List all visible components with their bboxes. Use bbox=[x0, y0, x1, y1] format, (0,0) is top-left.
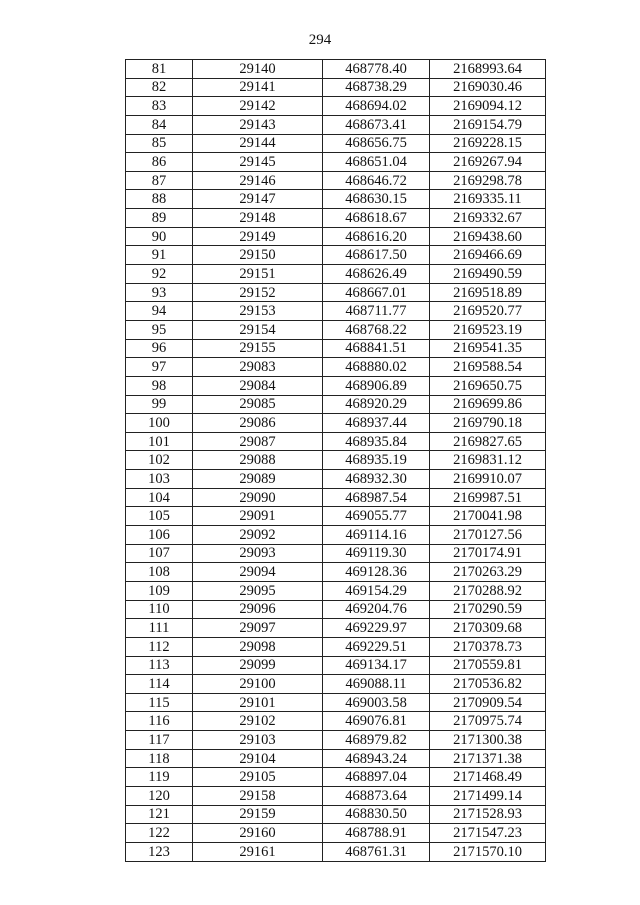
point-id-cell: 29084 bbox=[193, 376, 323, 395]
y-coordinate-cell: 2169466.69 bbox=[430, 246, 546, 265]
point-id-cell: 29096 bbox=[193, 600, 323, 619]
table-row bbox=[126, 470, 546, 489]
y-coordinate-cell: 2169438.60 bbox=[430, 227, 546, 246]
point-id-cell: 29083 bbox=[193, 358, 323, 377]
x-coordinate-cell: 468618.67 bbox=[323, 209, 430, 228]
table-row bbox=[126, 339, 546, 358]
point-id-cell: 29085 bbox=[193, 395, 323, 414]
x-coordinate-cell: 468646.72 bbox=[323, 171, 430, 190]
point-id-cell: 29092 bbox=[193, 526, 323, 545]
row-index-cell: 88 bbox=[126, 190, 193, 209]
y-coordinate-cell: 2170263.29 bbox=[430, 563, 546, 582]
y-coordinate-cell: 2169520.77 bbox=[430, 302, 546, 321]
x-coordinate-cell: 468841.51 bbox=[323, 339, 430, 358]
table-row bbox=[126, 376, 546, 395]
table-row bbox=[126, 731, 546, 750]
y-coordinate-cell: 2169987.51 bbox=[430, 488, 546, 507]
y-coordinate-cell: 2170041.98 bbox=[430, 507, 546, 526]
point-id-cell: 29152 bbox=[193, 283, 323, 302]
x-coordinate-cell: 468987.54 bbox=[323, 488, 430, 507]
x-coordinate-cell: 469119.30 bbox=[323, 544, 430, 563]
y-coordinate-cell: 2170909.54 bbox=[430, 693, 546, 712]
table-row bbox=[126, 749, 546, 768]
y-coordinate-cell: 2169541.35 bbox=[430, 339, 546, 358]
point-id-cell: 29142 bbox=[193, 97, 323, 116]
point-id-cell: 29102 bbox=[193, 712, 323, 731]
y-coordinate-cell: 2169790.18 bbox=[430, 414, 546, 433]
table-row bbox=[126, 60, 546, 79]
row-index-cell: 121 bbox=[126, 805, 193, 824]
row-index-cell: 106 bbox=[126, 526, 193, 545]
point-id-cell: 29103 bbox=[193, 731, 323, 750]
row-index-cell: 90 bbox=[126, 227, 193, 246]
point-id-cell: 29101 bbox=[193, 693, 323, 712]
table-row bbox=[126, 153, 546, 172]
y-coordinate-cell: 2170309.68 bbox=[430, 619, 546, 638]
point-id-cell: 29100 bbox=[193, 675, 323, 694]
row-index-cell: 123 bbox=[126, 842, 193, 861]
x-coordinate-cell: 468920.29 bbox=[323, 395, 430, 414]
table-row bbox=[126, 842, 546, 861]
point-id-cell: 29094 bbox=[193, 563, 323, 582]
y-coordinate-cell: 2171468.49 bbox=[430, 768, 546, 787]
x-coordinate-cell: 468694.02 bbox=[323, 97, 430, 116]
point-id-cell: 29154 bbox=[193, 320, 323, 339]
point-id-cell: 29093 bbox=[193, 544, 323, 563]
table-row bbox=[126, 544, 546, 563]
row-index-cell: 120 bbox=[126, 786, 193, 805]
row-index-cell: 107 bbox=[126, 544, 193, 563]
point-id-cell: 29149 bbox=[193, 227, 323, 246]
x-coordinate-cell: 468935.84 bbox=[323, 432, 430, 451]
x-coordinate-cell: 468788.91 bbox=[323, 824, 430, 843]
row-index-cell: 81 bbox=[126, 60, 193, 79]
row-index-cell: 97 bbox=[126, 358, 193, 377]
point-id-cell: 29146 bbox=[193, 171, 323, 190]
x-coordinate-cell: 468738.29 bbox=[323, 78, 430, 97]
x-coordinate-cell: 468768.22 bbox=[323, 320, 430, 339]
row-index-cell: 109 bbox=[126, 581, 193, 600]
table-row bbox=[126, 786, 546, 805]
y-coordinate-cell: 2169154.79 bbox=[430, 115, 546, 134]
row-index-cell: 111 bbox=[126, 619, 193, 638]
row-index-cell: 92 bbox=[126, 265, 193, 284]
point-id-cell: 29144 bbox=[193, 134, 323, 153]
y-coordinate-cell: 2169588.54 bbox=[430, 358, 546, 377]
table-row bbox=[126, 283, 546, 302]
y-coordinate-cell: 2169267.94 bbox=[430, 153, 546, 172]
row-index-cell: 102 bbox=[126, 451, 193, 470]
y-coordinate-cell: 2170378.73 bbox=[430, 637, 546, 656]
table-row bbox=[126, 227, 546, 246]
point-id-cell: 29160 bbox=[193, 824, 323, 843]
x-coordinate-cell: 468979.82 bbox=[323, 731, 430, 750]
x-coordinate-cell: 468932.30 bbox=[323, 470, 430, 489]
y-coordinate-cell: 2171371.38 bbox=[430, 749, 546, 768]
point-id-cell: 29098 bbox=[193, 637, 323, 656]
point-id-cell: 29159 bbox=[193, 805, 323, 824]
point-id-cell: 29150 bbox=[193, 246, 323, 265]
x-coordinate-cell: 469055.77 bbox=[323, 507, 430, 526]
x-coordinate-cell: 468897.04 bbox=[323, 768, 430, 787]
table-row bbox=[126, 320, 546, 339]
point-id-cell: 29089 bbox=[193, 470, 323, 489]
y-coordinate-cell: 2171570.10 bbox=[430, 842, 546, 861]
table-row bbox=[126, 451, 546, 470]
x-coordinate-cell: 468937.44 bbox=[323, 414, 430, 433]
x-coordinate-cell: 468617.50 bbox=[323, 246, 430, 265]
x-coordinate-cell: 468656.75 bbox=[323, 134, 430, 153]
row-index-cell: 96 bbox=[126, 339, 193, 358]
coordinates-table bbox=[125, 59, 546, 862]
table-row bbox=[126, 675, 546, 694]
y-coordinate-cell: 2170559.81 bbox=[430, 656, 546, 675]
x-coordinate-cell: 469134.17 bbox=[323, 656, 430, 675]
y-coordinate-cell: 2171547.23 bbox=[430, 824, 546, 843]
y-coordinate-cell: 2171300.38 bbox=[430, 731, 546, 750]
x-coordinate-cell: 469154.29 bbox=[323, 581, 430, 600]
row-index-cell: 117 bbox=[126, 731, 193, 750]
y-coordinate-cell: 2170975.74 bbox=[430, 712, 546, 731]
table-row bbox=[126, 581, 546, 600]
x-coordinate-cell: 469229.97 bbox=[323, 619, 430, 638]
x-coordinate-cell: 468761.31 bbox=[323, 842, 430, 861]
y-coordinate-cell: 2169831.12 bbox=[430, 451, 546, 470]
row-index-cell: 105 bbox=[126, 507, 193, 526]
x-coordinate-cell: 469229.51 bbox=[323, 637, 430, 656]
y-coordinate-cell: 2169650.75 bbox=[430, 376, 546, 395]
x-coordinate-cell: 469003.58 bbox=[323, 693, 430, 712]
point-id-cell: 29155 bbox=[193, 339, 323, 358]
table-row bbox=[126, 209, 546, 228]
table-row bbox=[126, 246, 546, 265]
row-index-cell: 89 bbox=[126, 209, 193, 228]
point-id-cell: 29151 bbox=[193, 265, 323, 284]
table-row bbox=[126, 768, 546, 787]
point-id-cell: 29086 bbox=[193, 414, 323, 433]
point-id-cell: 29105 bbox=[193, 768, 323, 787]
point-id-cell: 29091 bbox=[193, 507, 323, 526]
row-index-cell: 103 bbox=[126, 470, 193, 489]
row-index-cell: 98 bbox=[126, 376, 193, 395]
x-coordinate-cell: 468626.49 bbox=[323, 265, 430, 284]
x-coordinate-cell: 469088.11 bbox=[323, 675, 430, 694]
row-index-cell: 83 bbox=[126, 97, 193, 116]
table-row bbox=[126, 190, 546, 209]
table-row bbox=[126, 600, 546, 619]
x-coordinate-cell: 469114.16 bbox=[323, 526, 430, 545]
y-coordinate-cell: 2169827.65 bbox=[430, 432, 546, 451]
y-coordinate-cell: 2171499.14 bbox=[430, 786, 546, 805]
table-row bbox=[126, 115, 546, 134]
table-row bbox=[126, 656, 546, 675]
x-coordinate-cell: 469128.36 bbox=[323, 563, 430, 582]
table-row bbox=[126, 358, 546, 377]
x-coordinate-cell: 468667.01 bbox=[323, 283, 430, 302]
point-id-cell: 29141 bbox=[193, 78, 323, 97]
y-coordinate-cell: 2169490.59 bbox=[430, 265, 546, 284]
table-row bbox=[126, 414, 546, 433]
x-coordinate-cell: 468873.64 bbox=[323, 786, 430, 805]
row-index-cell: 112 bbox=[126, 637, 193, 656]
y-coordinate-cell: 2169332.67 bbox=[430, 209, 546, 228]
x-coordinate-cell: 469204.76 bbox=[323, 600, 430, 619]
x-coordinate-cell: 468778.40 bbox=[323, 60, 430, 79]
y-coordinate-cell: 2170174.91 bbox=[430, 544, 546, 563]
x-coordinate-cell: 468830.50 bbox=[323, 805, 430, 824]
row-index-cell: 99 bbox=[126, 395, 193, 414]
table-row bbox=[126, 97, 546, 116]
table-row bbox=[126, 302, 546, 321]
row-index-cell: 108 bbox=[126, 563, 193, 582]
point-id-cell: 29140 bbox=[193, 60, 323, 79]
row-index-cell: 82 bbox=[126, 78, 193, 97]
table-row bbox=[126, 171, 546, 190]
row-index-cell: 84 bbox=[126, 115, 193, 134]
point-id-cell: 29147 bbox=[193, 190, 323, 209]
row-index-cell: 101 bbox=[126, 432, 193, 451]
table-row bbox=[126, 637, 546, 656]
y-coordinate-cell: 2169094.12 bbox=[430, 97, 546, 116]
table-row bbox=[126, 563, 546, 582]
row-index-cell: 110 bbox=[126, 600, 193, 619]
y-coordinate-cell: 2170536.82 bbox=[430, 675, 546, 694]
y-coordinate-cell: 2170290.59 bbox=[430, 600, 546, 619]
row-index-cell: 94 bbox=[126, 302, 193, 321]
point-id-cell: 29161 bbox=[193, 842, 323, 861]
row-index-cell: 100 bbox=[126, 414, 193, 433]
row-index-cell: 85 bbox=[126, 134, 193, 153]
table-row bbox=[126, 693, 546, 712]
row-index-cell: 115 bbox=[126, 693, 193, 712]
y-coordinate-cell: 2168993.64 bbox=[430, 60, 546, 79]
point-id-cell: 29097 bbox=[193, 619, 323, 638]
point-id-cell: 29148 bbox=[193, 209, 323, 228]
row-index-cell: 114 bbox=[126, 675, 193, 694]
coordinates-table-body bbox=[126, 60, 546, 862]
point-id-cell: 29087 bbox=[193, 432, 323, 451]
table-row bbox=[126, 805, 546, 824]
table-row bbox=[126, 134, 546, 153]
x-coordinate-cell: 469076.81 bbox=[323, 712, 430, 731]
row-index-cell: 104 bbox=[126, 488, 193, 507]
x-coordinate-cell: 468616.20 bbox=[323, 227, 430, 246]
y-coordinate-cell: 2169228.15 bbox=[430, 134, 546, 153]
point-id-cell: 29088 bbox=[193, 451, 323, 470]
row-index-cell: 116 bbox=[126, 712, 193, 731]
table-row bbox=[126, 78, 546, 97]
y-coordinate-cell: 2169699.86 bbox=[430, 395, 546, 414]
point-id-cell: 29145 bbox=[193, 153, 323, 172]
y-coordinate-cell: 2169910.07 bbox=[430, 470, 546, 489]
row-index-cell: 86 bbox=[126, 153, 193, 172]
point-id-cell: 29104 bbox=[193, 749, 323, 768]
point-id-cell: 29095 bbox=[193, 581, 323, 600]
y-coordinate-cell: 2169335.11 bbox=[430, 190, 546, 209]
row-index-cell: 87 bbox=[126, 171, 193, 190]
y-coordinate-cell: 2170288.92 bbox=[430, 581, 546, 600]
row-index-cell: 118 bbox=[126, 749, 193, 768]
y-coordinate-cell: 2169030.46 bbox=[430, 78, 546, 97]
table-row bbox=[126, 712, 546, 731]
point-id-cell: 29099 bbox=[193, 656, 323, 675]
row-index-cell: 122 bbox=[126, 824, 193, 843]
x-coordinate-cell: 468880.02 bbox=[323, 358, 430, 377]
x-coordinate-cell: 468711.77 bbox=[323, 302, 430, 321]
table-row bbox=[126, 395, 546, 414]
point-id-cell: 29143 bbox=[193, 115, 323, 134]
y-coordinate-cell: 2169518.89 bbox=[430, 283, 546, 302]
point-id-cell: 29153 bbox=[193, 302, 323, 321]
x-coordinate-cell: 468651.04 bbox=[323, 153, 430, 172]
point-id-cell: 29090 bbox=[193, 488, 323, 507]
row-index-cell: 113 bbox=[126, 656, 193, 675]
y-coordinate-cell: 2170127.56 bbox=[430, 526, 546, 545]
y-coordinate-cell: 2169298.78 bbox=[430, 171, 546, 190]
y-coordinate-cell: 2171528.93 bbox=[430, 805, 546, 824]
x-coordinate-cell: 468935.19 bbox=[323, 451, 430, 470]
table-row bbox=[126, 526, 546, 545]
row-index-cell: 93 bbox=[126, 283, 193, 302]
table-row bbox=[126, 265, 546, 284]
point-id-cell: 29158 bbox=[193, 786, 323, 805]
table-row bbox=[126, 488, 546, 507]
table-row bbox=[126, 507, 546, 526]
x-coordinate-cell: 468630.15 bbox=[323, 190, 430, 209]
x-coordinate-cell: 468906.89 bbox=[323, 376, 430, 395]
x-coordinate-cell: 468943.24 bbox=[323, 749, 430, 768]
table-row bbox=[126, 824, 546, 843]
row-index-cell: 119 bbox=[126, 768, 193, 787]
table-row bbox=[126, 619, 546, 638]
row-index-cell: 91 bbox=[126, 246, 193, 265]
table-row bbox=[126, 432, 546, 451]
y-coordinate-cell: 2169523.19 bbox=[430, 320, 546, 339]
x-coordinate-cell: 468673.41 bbox=[323, 115, 430, 134]
row-index-cell: 95 bbox=[126, 320, 193, 339]
page-number: 294 bbox=[308, 32, 332, 48]
